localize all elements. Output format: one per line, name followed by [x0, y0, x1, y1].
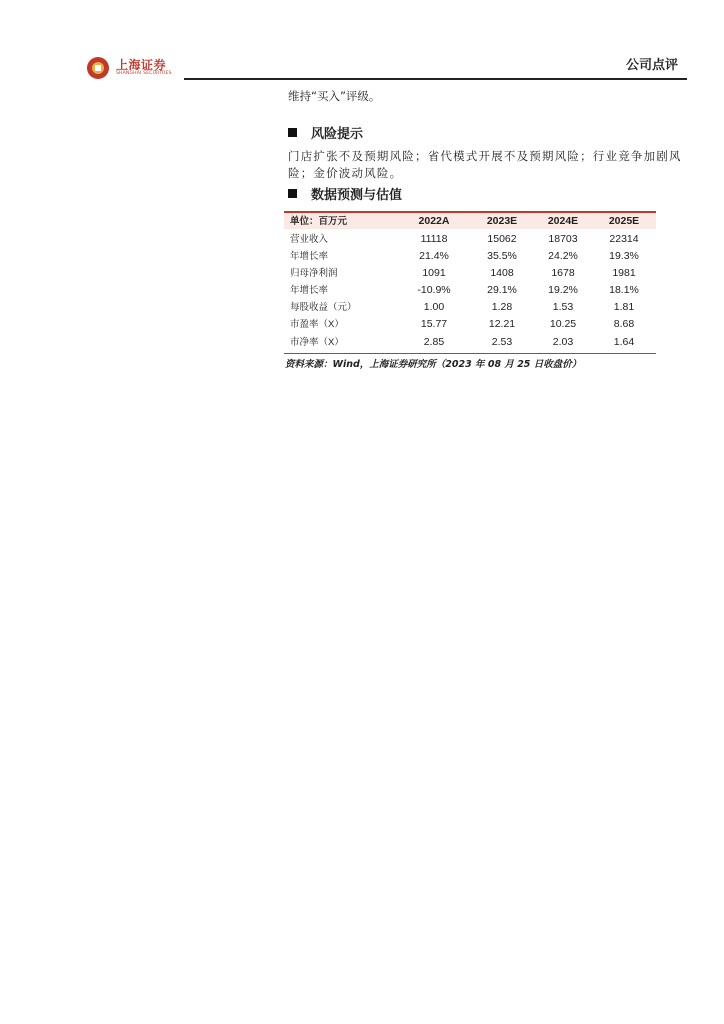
table-cell: 1091	[422, 267, 446, 279]
row-label: 营业收入	[290, 234, 329, 245]
table-header-cell: 2025E	[608, 215, 640, 227]
table-cell: 1.53	[552, 301, 574, 313]
table-cell: 12.21	[488, 318, 516, 330]
table-header-cell: 2023E	[486, 215, 518, 227]
risk-heading	[288, 123, 363, 142]
table-row	[0, 282, 639, 299]
table-row	[0, 299, 635, 316]
table-cell: 1.28	[491, 301, 513, 313]
table-row	[0, 265, 636, 282]
logo-subtitle: SHANGHAI SECURITIES	[116, 71, 172, 76]
table-header-cell: 单位：百万元	[290, 216, 348, 227]
row-label: 归母净利润	[290, 268, 338, 279]
table-cell: 15.77	[420, 318, 448, 330]
table-cell: 19.3%	[609, 250, 639, 262]
table-cell: 1.64	[613, 336, 635, 348]
table-cell: 22314	[609, 233, 639, 245]
table-cell: 29.1%	[487, 284, 517, 296]
header-divider	[184, 78, 687, 80]
table-cell: 2.53	[491, 336, 513, 348]
table-header-row	[0, 213, 640, 230]
table-cell: 1678	[551, 267, 575, 279]
table-row	[0, 334, 635, 351]
page-header	[0, 0, 724, 80]
table-row	[0, 316, 635, 333]
row-label: 每股收益（元）	[290, 302, 357, 313]
table-row	[0, 248, 639, 265]
table-cell: 1.00	[423, 301, 445, 313]
table-cell: 1408	[490, 267, 514, 279]
row-label: 市盈率（X）	[290, 319, 344, 330]
row-label: 年增长率	[290, 251, 329, 262]
rating-line: 维持“买入”评级。	[288, 89, 381, 103]
table-header-cell: 2022A	[418, 215, 450, 227]
forecast-title: 数据预测与估值	[311, 188, 403, 203]
table-cell: 18703	[548, 233, 578, 245]
table-cell: 35.5%	[487, 250, 517, 262]
risk-text: 门店扩张不及预期风险；省代模式开展不及预期风险；行业竞争加剧风险；金价波动风险。	[288, 149, 682, 180]
table-cell: -10.9%	[417, 284, 451, 296]
table-bottom-rule	[284, 353, 656, 354]
row-label: 市净率（X）	[290, 337, 344, 348]
table-cell: 18.1%	[609, 284, 639, 296]
table-cell: 10.25	[549, 318, 577, 330]
table-source-note: 资料来源：Wind，上海证券研究所（2023 年 08 月 25 日收盘价）	[285, 359, 582, 370]
logo-text: 上海证券	[116, 58, 167, 72]
table-cell: 1.81	[613, 301, 635, 313]
table-cell: 24.2%	[548, 250, 578, 262]
table-cell: 11118	[420, 233, 448, 245]
risk-title: 风险提示	[311, 127, 364, 142]
table-row	[0, 231, 639, 248]
table-cell: 21.4%	[419, 250, 449, 262]
table-cell: 15062	[487, 233, 517, 245]
row-label: 年增长率	[290, 285, 329, 296]
table-header-cell: 2024E	[547, 215, 579, 227]
forecast-heading	[288, 184, 402, 203]
bullet-square-icon	[288, 189, 297, 198]
table-cell: 8.68	[613, 318, 635, 330]
company-logo	[86, 56, 186, 82]
table-cell: 1981	[612, 267, 636, 279]
logo-icon	[86, 56, 110, 80]
bullet-square-icon	[288, 128, 297, 137]
report-type-label: 公司点评	[625, 58, 678, 73]
table-cell: 19.2%	[548, 284, 578, 296]
table-cell: 2.85	[423, 336, 445, 348]
table-cell: 2.03	[552, 336, 574, 348]
